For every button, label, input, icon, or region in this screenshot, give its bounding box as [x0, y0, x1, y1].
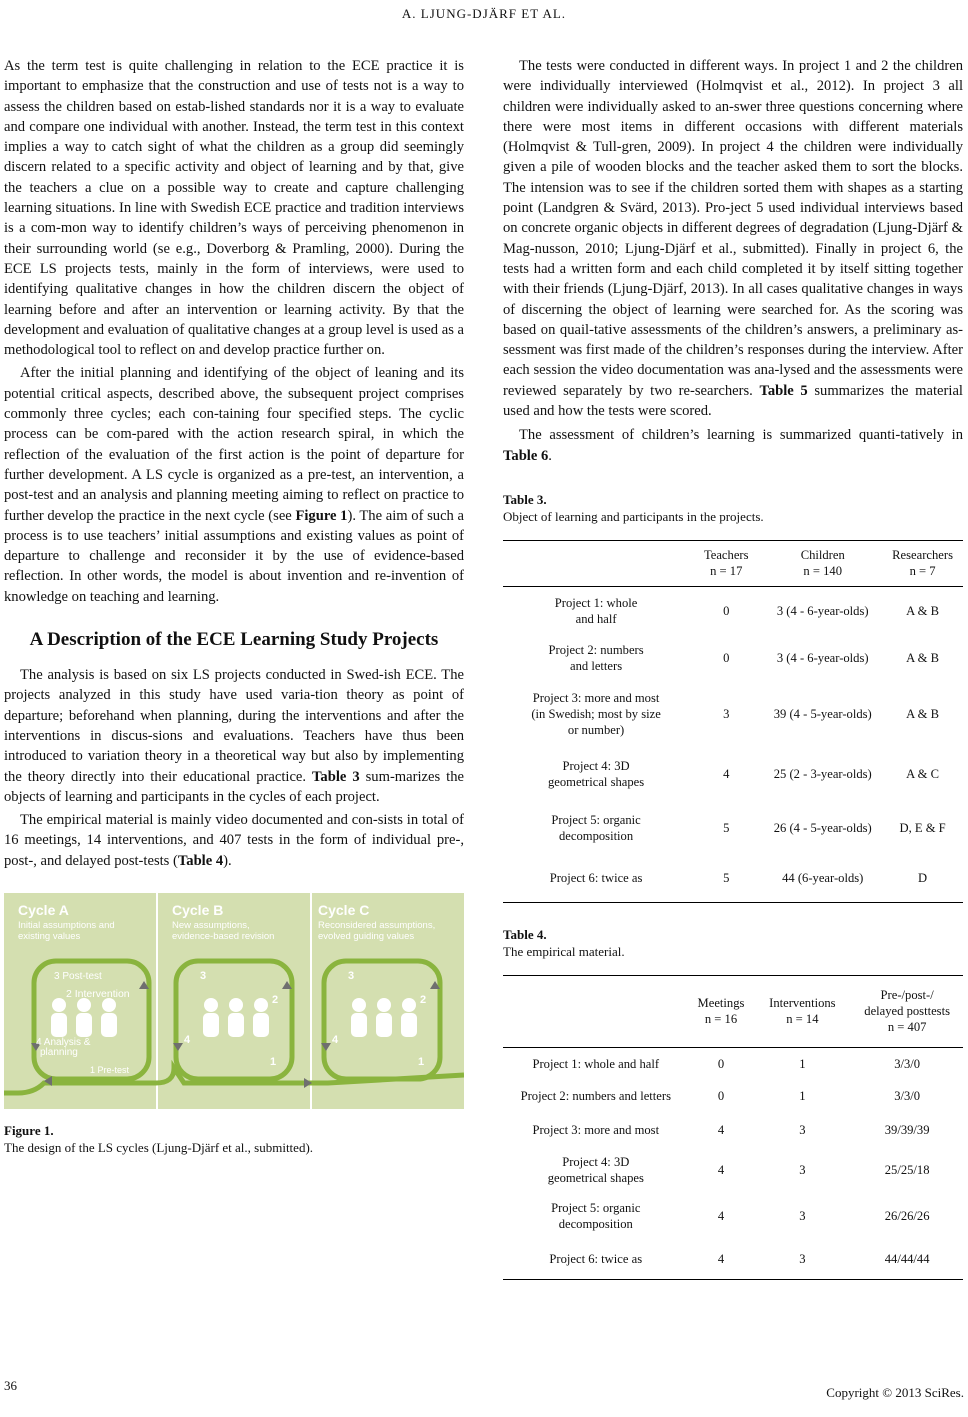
paragraph: The empirical material is mainly video documented and con-sists in total of 16 meetings, 14 interventions, and 407 tests in the form of individual pre-, post-, and delayed post-tests (Table 4). [4, 812, 464, 869]
table-row: Project 4: 3D geometrical shapes 4 25 (2 - 3-year-olds) A & C [547, 759, 940, 790]
step-planning: planning [40, 1046, 78, 1058]
cycle-a-sub2: existing values [18, 930, 81, 942]
table-row: Project 3: more and most 4 3 39/39/39 [532, 1123, 930, 1138]
table-4-label: Table 4. [503, 926, 547, 942]
step-intervention: 2 Intervention [66, 987, 130, 1000]
t4-header-interventions: Interventions n = 14 [769, 996, 836, 1027]
table-row: Project 3: more and most (in Swedish; most by size or number) 3 39 (4 - 5-year-olds) A & B [531, 691, 940, 738]
table-ref: Table 6 [503, 447, 549, 464]
t4-header-meetings: Meetings n = 16 [697, 996, 745, 1027]
t3-header-teachers: Teachers n = 17 [703, 548, 749, 579]
step-post-test: 3 Post-test [54, 970, 102, 982]
table-3-caption: Object of learning and participants in the projects. [503, 508, 764, 524]
table-row: Project 1: whole and half 0 1 3/3/0 [532, 1056, 921, 1071]
paragraph: The tests were conducted in different ways. In project 1 and 2 the children were individually interviewed (Holmqvist et al., 2012). In project 3 all children were individually asked to an-swer three questions concerning where there were most items in different occasions with different materials (Holmqvist & Tull-gren, 2009). In project 4 the children were individually given a pile of wooden blocks and the teacher asked them to sort the blocks. The intension was to see if the children sorted them with shapes as a starting point (Landgren & Svärd, 2013). Pro-ject 5 used individual interviews based on concrete organic objects in different degrees of degradation (Ljung-Djärf & Mag-nusson, 2010; Ljung-Djärf et al., submitted). Finally in project 6, the tests had a written form and each child completed it by itself sitting together with their friends (Ljung-Djärf, 2013). In all cases qualitative changes in ways of discerning the object of learning were searched for. As the scoring was based on quail-tative assessments of the children’s answers, a preliminary as-sessment was first made of the children’s responses during the interview. After each session the video documentation was ana-lysed and the assessments were reviewed separately by two re-searchers. Table 5 summarizes the material used and how the tests were scored. [503, 58, 963, 420]
cycle-b-title: Cycle B [172, 901, 224, 918]
table-row: Project 2: numbers and letters 0 3 (4 - 6-year-olds) A & B [548, 643, 940, 674]
figure-label: Figure 1. [4, 1122, 54, 1138]
paragraph: After the initial planning and identifying of the object of leaning and its potential critical aspects, described above, the subsequent project comprises commonly three cycles; each con-taining four specified steps. The cyclic process can be com-pared with the action research spiral, in which the reflection of the evaluation of the first action is the point of departure for further development. A LS cycle is organized as a pre-test, an intervention, a post-test and an analysis and planning meeting aiming to reflect on practice to further develop the practice in the next cycle (see Figure 1). The aim of such a process is to use teachers’ initial assumptions and existing values as point of departure to challenge and reconsider it by the use of evidence-based reflection. In other words, the model is about invention and re-invention of knowledge on teaching and learning. [4, 365, 464, 605]
copyright: Copyright © 2013 SciRes. [826, 1385, 964, 1400]
step-pre-test: 1 Pre-test [90, 1064, 130, 1075]
cycle-c-title: Cycle C [318, 901, 370, 918]
section-heading: A Description of the ECE Learning Study Projects [29, 629, 439, 651]
figure-ref: Figure 1 [295, 507, 348, 524]
cycle-c-sub1: Reconsidered assumptions, [318, 919, 436, 931]
table-row: Project 2: numbers and letters 0 1 3/3/0 [520, 1089, 921, 1104]
table-3 [503, 540, 963, 903]
table-ref: Table 3 [312, 768, 360, 785]
figure-ls-cycles [4, 893, 464, 1109]
table-ref: Table 5 [759, 382, 808, 399]
figure-caption: The design of the LS cycles (Ljung-Djärf et al., submitted). [4, 1139, 314, 1155]
table-row: Project 6: twice as 5 44 (6-year-olds) D [503, 854, 963, 902]
table-row: Project 5: organic decomposition 4 3 26/26/26 [551, 1201, 930, 1232]
table-ref: Table 4 [177, 852, 224, 869]
running-header: A. LJUNG-DJÄRF ET AL. [401, 6, 567, 21]
cycle-b-sub2: evidence-based revision [172, 930, 275, 942]
right-column [503, 56, 963, 1280]
cycles-diagram [4, 893, 464, 1109]
cycle-b-step-3: 3 [200, 969, 207, 982]
table-row: Project 1: whole and half 0 3 (4 - 6-year-olds) A & B [554, 595, 940, 626]
table-row: Project 4: 3D geometrical shapes 4 3 25/25/18 [547, 1155, 930, 1186]
page-number: 36 [4, 1378, 17, 1393]
cycle-a-title: Cycle A [18, 901, 69, 918]
cycle-b-step-4: 4 [184, 1033, 191, 1046]
cycle-c-step-1: 1 [418, 1055, 425, 1068]
cycle-c-step-3: 3 [348, 969, 355, 982]
table-4 [503, 975, 963, 1280]
left-column [4, 56, 464, 1157]
t3-header-children: Children n = 140 [800, 548, 845, 579]
t3-header-researchers: Researchers n = 7 [892, 548, 953, 579]
cycle-b-step-1: 1 [270, 1055, 277, 1068]
table-row: Project 6: twice as 4 3 44/44/44 [503, 1239, 963, 1279]
cycle-b-step-2: 2 [272, 993, 279, 1006]
cycle-c-step-4: 4 [332, 1033, 339, 1046]
paragraph: The analysis is based on six LS projects conducted in Swed-ish ECE. The projects analyzed in this study have used varia-tion theory as point of departure; beforehand when planning, during the interventions and after the interventions in discus-sions and evaluations. Teachers have thus been introduced to variation theory in a theoretical way but also by implementing the theory directly into their educational practice. Table 3 sum-marizes the objects of learning and participants in the cycles of each project. [4, 667, 464, 805]
t4-header-tests: Pre-/post-/ delayed posttests n = 407 [864, 988, 950, 1035]
cycle-a-sub1: Initial assumptions and [18, 919, 115, 931]
table-row: Project 5: organic decomposition 5 26 (4 - 5-year-olds) D, E & F [551, 813, 946, 844]
paragraph: As the term test is quite challenging in relation to the ECE practice it is important to emphasize that the construction and use of tests not is a way to assess the children based on estab-lished standards nor it is a way to evaluate and compare one individual with another. Instead, the term test in this context implies a way to catch sight of what the children as a group did seemingly discern related to a specific activity and object of learning and by that, give the teachers a clue on a possible way to create and capture challenging learning situations. In line with Swedish ECE practice and tradition interviews is a com-mon way to identify children’s ways of perceiving phenomenon in their surrounding world (se e.g., Doverborg & Pramling, 2000). During the ECE LS projects tests, mainly in the form of interviews, were used to identifying qualitative changes in how the children discern the object of learning before and after an intervention or learning activity. By that the development and evaluation of qualitative changes at a group level is used as a methodological tool to reflect on and develop practice further on. [4, 58, 464, 359]
table-4-caption: The empirical material. [503, 943, 625, 959]
step-analysis: 4 Analysis & [36, 1036, 91, 1048]
table-3-label: Table 3. [503, 491, 547, 507]
paragraph: The assessment of children’s learning is summarized quanti-tatively in Table 6. [503, 427, 963, 464]
cycle-c-step-2: 2 [420, 993, 427, 1006]
cycle-c-sub2: evolved guiding values [318, 930, 415, 942]
cycle-b-sub1: New assumptions, [172, 919, 250, 931]
